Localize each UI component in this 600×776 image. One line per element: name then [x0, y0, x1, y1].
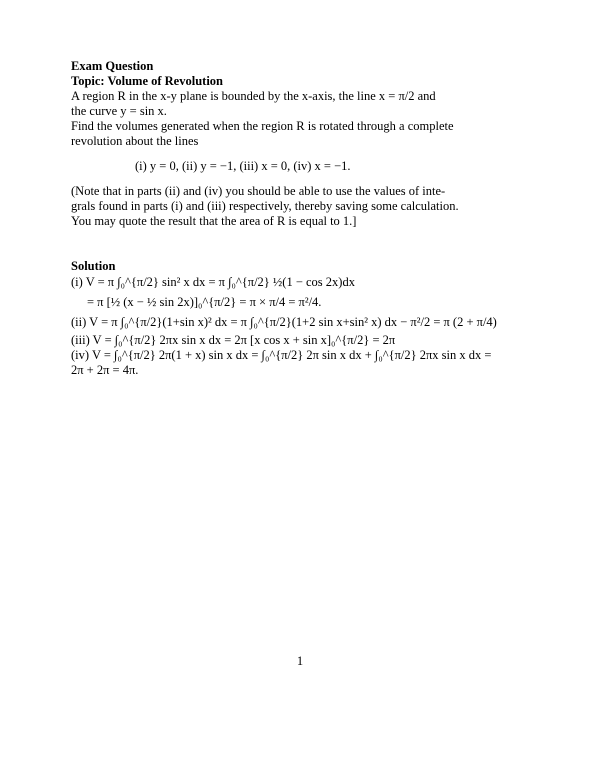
solution-line: (iv) V = ∫₀^{π/2} 2π(1 + x) sin x dx = ∫₀^{π/2} 2π sin x dx + ∫₀^{π/2} 2πx sin x dx = [71, 348, 492, 362]
problem-line: Find the volumes generated when the region R is rotated through a complete [71, 119, 454, 133]
note-line: (Note that in parts (ii) and (iv) you should be able to use the values of inte- [71, 184, 446, 198]
page-number: 1 [296, 654, 304, 668]
solution-line: (iii) V = ∫₀^{π/2} 2πx sin x dx = 2π [x cos x + sin x]₀^{π/2} = 2π [71, 333, 396, 347]
solution-line: (ii) V = π ∫₀^{π/2}(1+sin x)² dx = π ∫₀^{π/2}(1+2 sin x+sin² x) dx − π²/2 = π (2 + π/4) [71, 315, 497, 329]
solution-line: (i) V = π ∫₀^{π/2} sin² x dx = π ∫₀^{π/2} ½(1 − cos 2x)dx [71, 275, 355, 289]
note-line: You may quote the result that the area of R is equal to 1.] [71, 214, 357, 228]
exam-heading: Exam Question [71, 59, 154, 73]
note-line: grals found in parts (i) and (iii) respectively, thereby saving some calculation. [71, 199, 459, 213]
solution-line: = π [½ (x − ½ sin 2x)]₀^{π/2} = π × π/4 = π²/4. [87, 295, 322, 309]
solution-line: 2π + 2π = 4π. [71, 363, 139, 377]
topic-heading: Topic: Volume of Revolution [71, 74, 223, 88]
parts-list: (i) y = 0, (ii) y = −1, (iii) x = 0, (iv) x = −1. [135, 159, 351, 173]
problem-line: revolution about the lines [71, 134, 199, 148]
problem-line: A region R in the x-y plane is bounded by the x-axis, the line x = π/2 and [71, 89, 436, 103]
problem-line: the curve y = sin x. [71, 104, 167, 118]
solution-heading: Solution [71, 259, 116, 273]
